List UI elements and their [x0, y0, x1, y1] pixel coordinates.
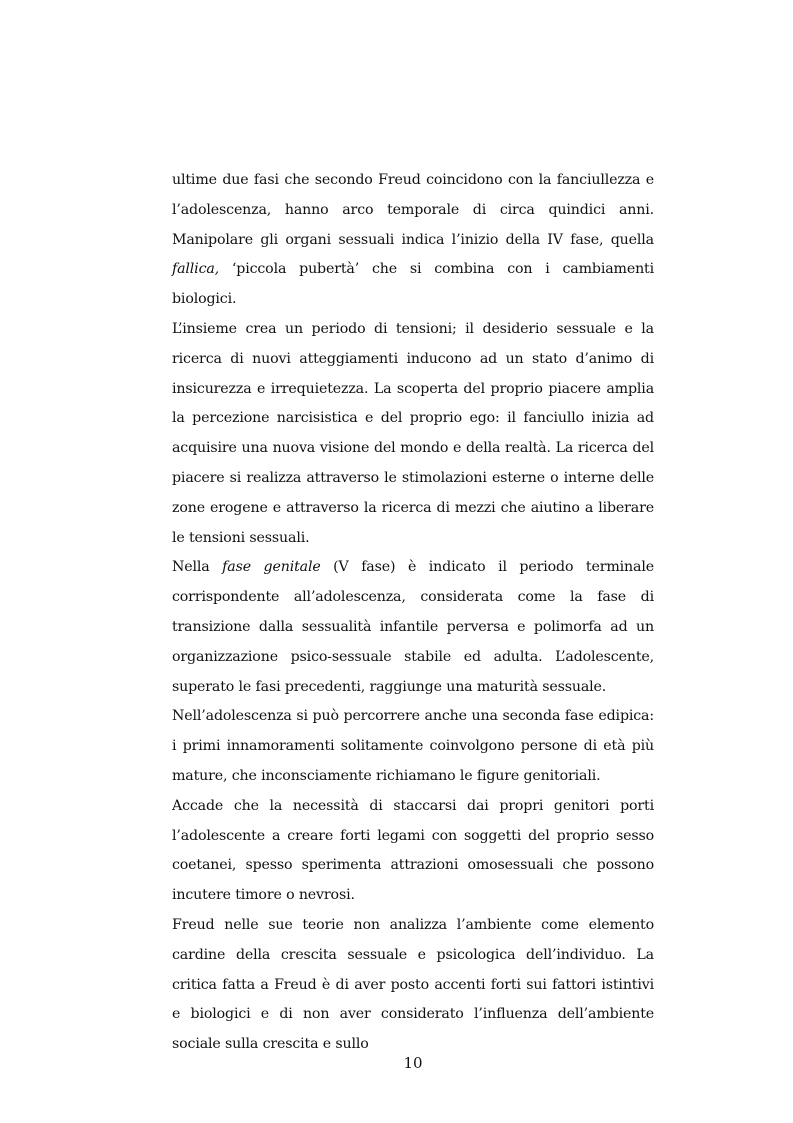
- paragraph: [172, 792, 654, 911]
- text-run: Accade che la necessità di staccarsi dai propri genitori porti l’adolescente a creare forti legami con soggetti del proprio sesso coetanei, spesso sperimenta attrazioni omosessuali che possono incutere timore o nevrosi.: [172, 797, 654, 904]
- paragraph: [172, 911, 654, 1060]
- italic-term: fallica,: [172, 261, 220, 278]
- paragraph: [172, 553, 654, 702]
- text-run: ultime due fasi che secondo Freud coincidono con la fanciullezza e l’adolescenza, hanno arco temporale di circa quindici anni. Manipolare gli organi sessuali indica l’inizio della IV fase, quella: [172, 172, 654, 248]
- text-run: L’insieme crea un periodo di tensioni; il desiderio sessuale e la ricerca di nuovi atteggiamenti inducono ad un stato d’animo di insicurezza e irrequietezza. La scoperta del proprio piacere amplia la percezione narcisistica e del proprio ego: il fanciullo inizia ad acquisire una nuova visione del mondo e della realtà. La ricerca del piacere si realizza attraverso le stimolazioni esterne o interne delle zone erogene e attraverso la ricerca di mezzi che aiutino a liberare le tensioni sessuali.: [172, 320, 654, 546]
- italic-term: fase genitale: [222, 559, 321, 576]
- paragraph: [172, 315, 654, 553]
- page-number: 10: [403, 1054, 423, 1072]
- text-run: ‘piccola pubertà’ che si combina con i cambiamenti biologici.: [172, 261, 654, 308]
- paragraph: [172, 166, 654, 315]
- body-text: [172, 166, 654, 1060]
- paragraph: [172, 702, 654, 791]
- text-run: (V fase) è indicato il periodo terminale corrispondente all’adolescenza, considerata come la fase di transizione dalla sessualità infantile perversa e polimorfa ad un organizzazione psico-sessuale stabile ed adulta. L’adolescente, superato le fasi precedenti, raggiunge una maturità sessuale.: [172, 559, 654, 695]
- text-run: Freud nelle sue teorie non analizza l’ambiente come elemento cardine della crescita sessuale e psicologica dell’individuo. La critica fatta a Freud è di aver posto accenti forti sui fattori istintivi e biologici e di non aver considerato l’influenza dell’ambiente sociale sulla crescita e sullo: [172, 916, 654, 1053]
- text-run: Nell’adolescenza si può percorrere anche una seconda fase edipica: i primi innamoramenti solitamente coinvolgono persone di età più mature, che inconsciamente richiamano le figure genitoriali.: [172, 708, 654, 784]
- text-run: Nella: [172, 559, 223, 576]
